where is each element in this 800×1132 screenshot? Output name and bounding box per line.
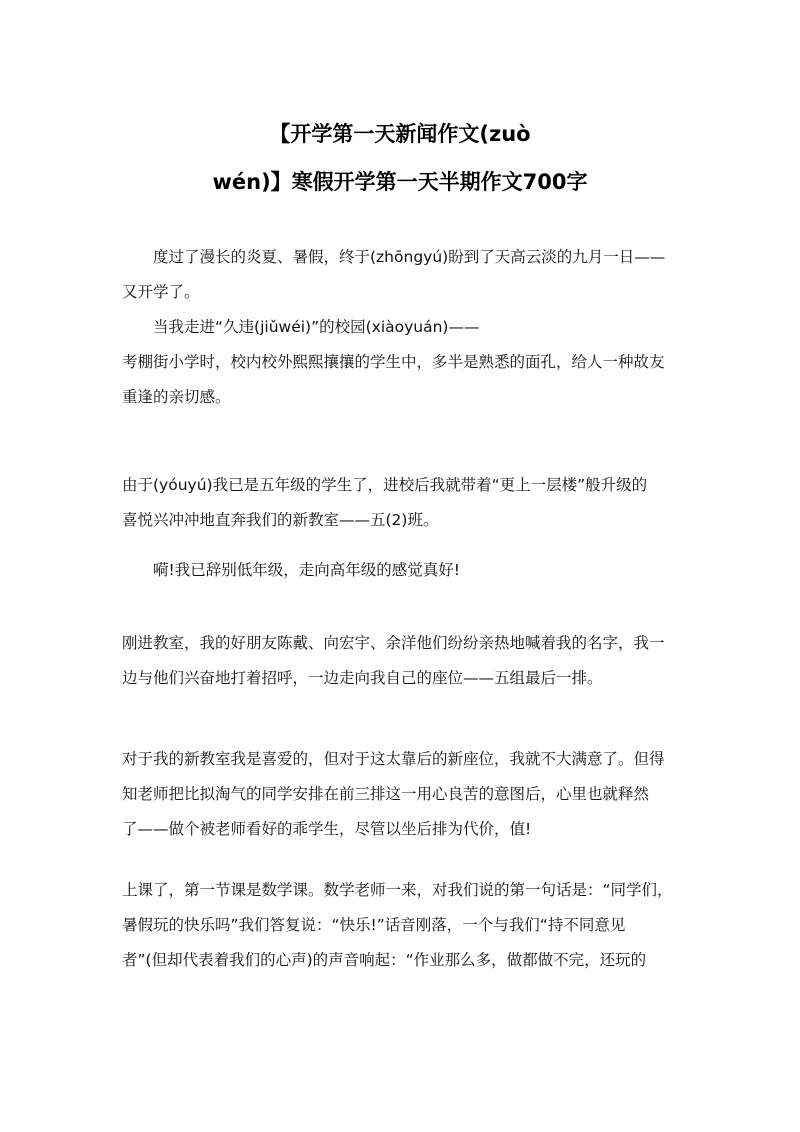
paragraph-line: 者”(但却代表着我们的心声)的声音响起：“作业那么多，做都做不完，还玩的	[122, 951, 647, 969]
paragraph-5	[122, 626, 682, 696]
paragraph-line: 对于我的新教室我是喜爱的，但对于这太靠后的新座位，我就不大满意了。但得	[122, 750, 665, 768]
paragraph-line: 边与他们兴奋地打着招呼，一边走向我自己的座位——五组最后一排。	[122, 669, 603, 687]
paragraph-3	[122, 468, 682, 538]
paragraph-line: 知老师把比拟淘气的同学安排在前三排这一用心良苦的意图后，心里也就释然	[122, 785, 650, 803]
document-title-line-2: wén)】寒假开学第一天半期作文700字	[212, 170, 588, 194]
paragraph-line: 由于(yóuyú)我已是五年级的学生了，进校后我就带着“更上一层楼”般升级的	[122, 476, 648, 494]
paragraph-line: 刚进教室，我的好朋友陈戴、向宏宇、余洋他们纷纷亲热地喊着我的名字，我一	[122, 634, 665, 652]
paragraph-6	[122, 742, 682, 847]
paragraph-line: 上课了，第一节课是数学课。数学老师一来，对我们说的第一句话是：“同学们，	[122, 881, 673, 899]
paragraph-line: 考棚街小学时，校内校外熙熙攘攘的学生中，多半是熟悉的面孔，给人一种故友	[122, 353, 665, 371]
paragraph-line: 重逢的亲切感。	[122, 388, 231, 406]
paragraph-line: 了——做个被老师看好的乖学生，尽管以坐后排为代价，值!	[122, 820, 532, 838]
paragraph-1	[122, 240, 713, 310]
paragraph-line: 喜悦兴冲冲地直奔我们的新教室——五(2)班。	[122, 511, 439, 529]
paragraph-line: 度过了漫长的炎夏、暑假，终于(zhōngyú)盼到了天高云淡的九月一日——	[153, 248, 666, 266]
paragraph-line: 当我走进“久违(jiǔwéi)”的校园(xiàoyuán)——	[153, 318, 480, 336]
document-title-line-1: 【开学第一天新闻作文(zuò	[269, 122, 531, 146]
paragraph-7	[122, 873, 682, 978]
paragraph-line: 暑假玩的快乐吗”我们答复说：“快乐!”话音刚落，一个与我们“持不同意见	[122, 916, 626, 934]
paragraph-4	[122, 553, 713, 588]
paragraph-line: 嗬!我已辞别低年级，走向高年级的感觉真好!	[153, 561, 460, 579]
paragraph-line: 又开学了。	[122, 283, 200, 301]
paragraph-2	[122, 310, 713, 415]
